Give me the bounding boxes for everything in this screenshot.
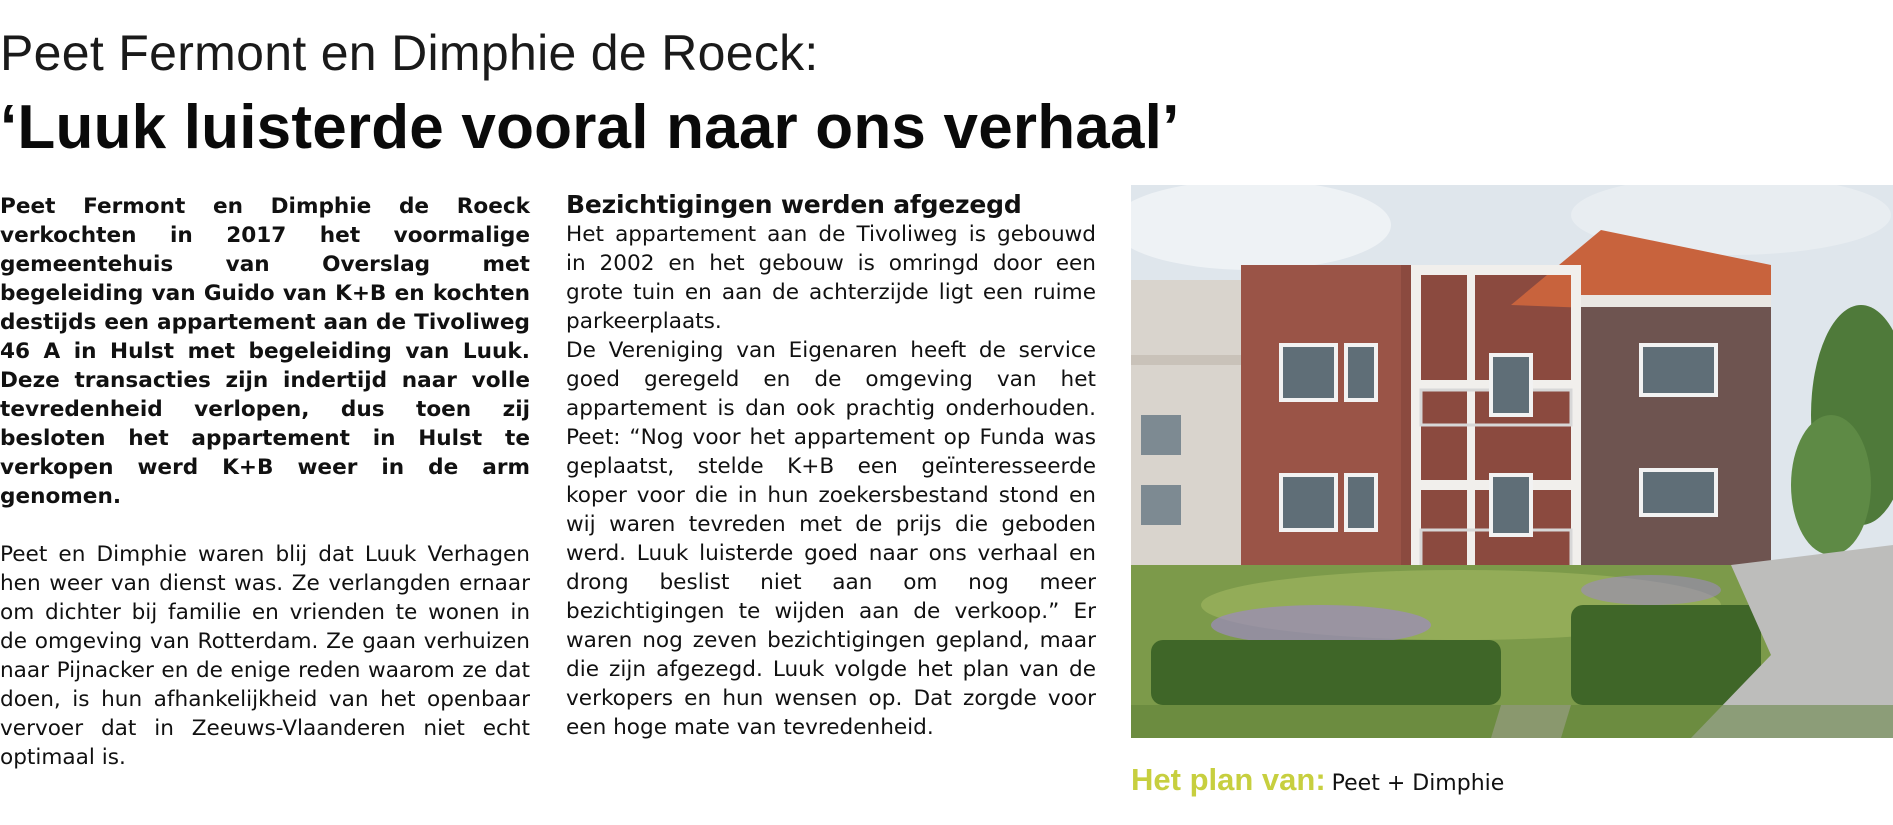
body-paragraph-3: De Vereniging van Eigenaren heeft de service goed geregeld en de omgeving van het appartement is dan ook prachtig onderhouden. Peet: “Nog voor het appartement op Funda was geplaatst, stelde K+B een geïnteresseerde koper voor die in hun zoekersbestand stond en wij waren tevreden met de prijs die geboden werd. Luuk luisterde goed naar ons verhaal en drong beslist niet aan om nog meer bezichtigingen te wijden aan de verkoop.” Er waren nog zeven bezichtigingen gepland, maar die zijn afgezegd. Luuk volgde het plan van de verkopers en hun wensen op. Dat zorgde voor een hoge mate van tevredenheid.	[566, 338, 1096, 740]
middle-column	[566, 190, 1096, 742]
article-headline: ‘Luuk luisterde vooral naar ons verhaal’	[0, 93, 1180, 162]
body-paragraph-1: Peet en Dimphie waren blij dat Luuk Verhagen hen weer van dienst was. Ze verlangden ernaar om dichter bij familie en vrienden te wonen in de omgeving van Rotterdam. Ze gaan verhuizen naar Pijnacker en de enige reden waarom ze dat doen, is hun afhankelijkheid van het openbaar vervoer dat in Zeeuws-Vlaanderen niet echt optimaal is.	[0, 542, 530, 770]
intro-paragraph: Peet Fermont en Dimphie de Roeck verkochten in 2017 het voormalige gemeentehuis van Overslag met begeleiding van Guido van K+B en kochten destijds een appartement aan de Tivoliweg 46 A in Hulst met begeleiding van Luuk. Deze transacties zijn indertijd naar volle tevredenheid verlopen, dus toen zij besloten het appartement in Hulst te verkopen werd K+B weer in de arm genomen.	[0, 194, 530, 509]
apartment-photo	[1131, 185, 1893, 738]
body-paragraph-2: Het appartement aan de Tivoliweg is gebouwd in 2002 en het gebouw is omringd door een grote tuin en aan de achterzijde ligt een ruime parkeerplaats.	[566, 222, 1096, 334]
article-kicker: Peet Fermont en Dimphie de Roeck:	[0, 25, 819, 81]
left-column	[0, 192, 530, 772]
apartment-building-illustration	[1131, 185, 1893, 738]
caption-text: Peet + Dimphie	[1331, 771, 1505, 796]
caption-lead: Het plan van:	[1131, 762, 1326, 797]
photo-caption	[1131, 762, 1504, 798]
section-subheading: Bezichtigingen werden afgezegd	[566, 190, 1022, 219]
